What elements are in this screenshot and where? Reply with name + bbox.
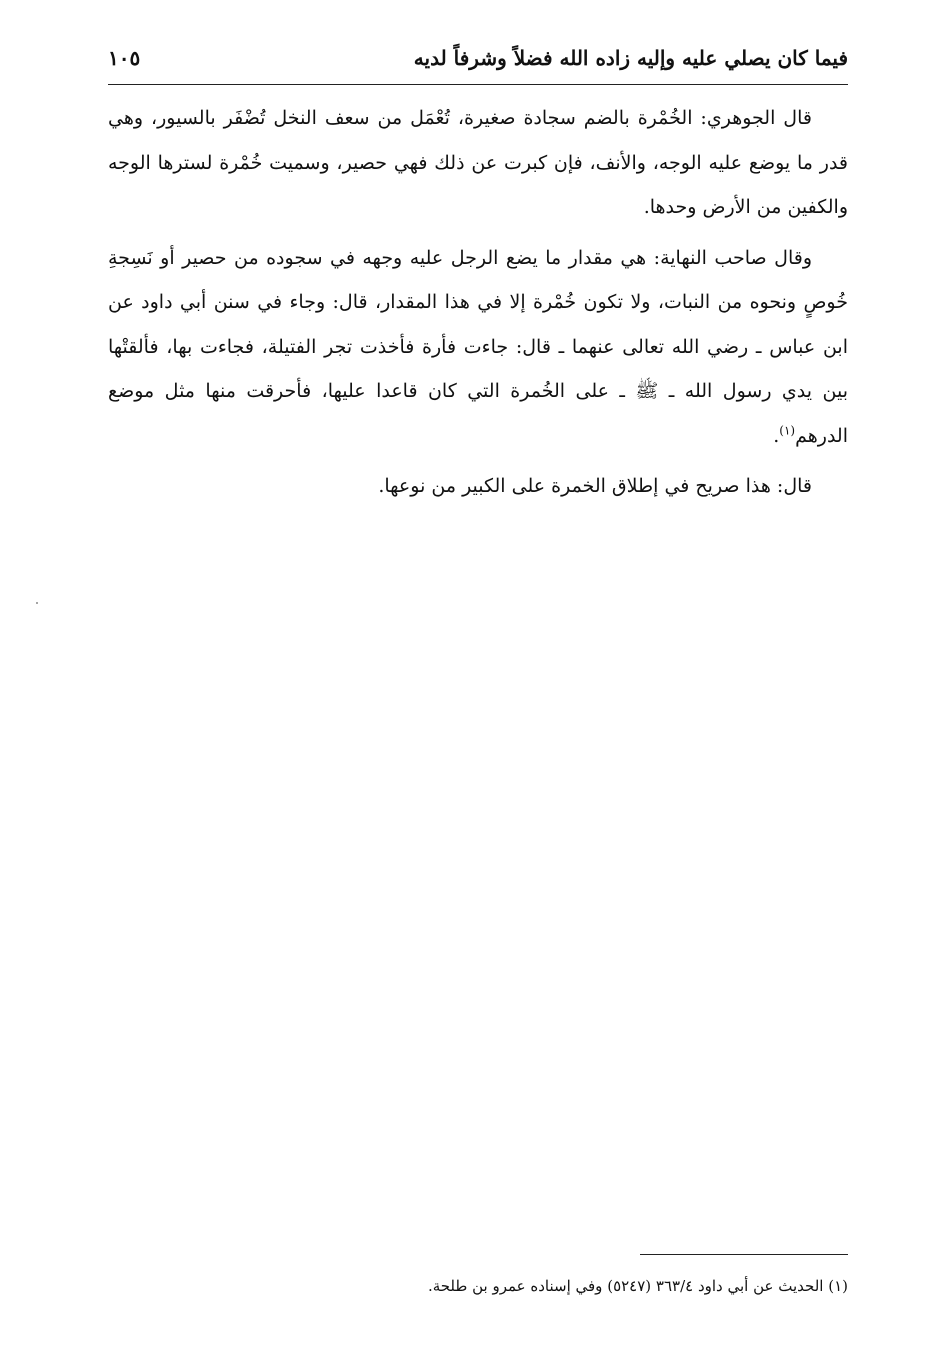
scan-speck	[36, 602, 38, 604]
footnote: (١) الحديث عن أبي داود ٣٦٣/٤ (٥٢٤٧) وفي إسناده عمرو بن طلحة.	[427, 1277, 848, 1295]
paragraph-nihaya-end: .	[773, 424, 780, 447]
paragraph-jawhari: قال الجوهري: الخُمْرة بالضم سجادة صغيرة، تُعْمَل من سعف النخل تُضْفَر بالسيور، وهي قدر ما يوضع عليه الوجه، والأنف، فإن كبرت عن ذلك فهي حصير، وسميت خُمْرة لسترها الوجه والكفين من الأرض وحدها.	[108, 107, 848, 218]
running-header	[108, 40, 848, 76]
running-title: فيما كان يصلي عليه وإليه زاده الله فضلاً وشرفاً لديه	[413, 46, 848, 70]
footnote-rule	[640, 1254, 848, 1255]
page-number: ١٠٥	[108, 46, 141, 70]
paragraph-nihaya	[108, 236, 848, 459]
main-text	[108, 96, 848, 515]
paragraph-conclusion: قال: هذا صريح في إطلاق الخمرة على الكبير من نوعها.	[378, 475, 812, 497]
paragraph-nihaya-text: وقال صاحب النهاية: هي مقدار ما يضع الرجل عليه وجهه في سجوده من حصير أو نَسِجةِ خُوصٍ ونحوه من النبات، ولا تكون خُمْرة إلا في هذا المقدار، قال: وجاء في سنن أبي داود عن ابن عباس ـ رضي الله تعالى عنهما ـ قال: جاءت فأرة فأخذت تجر الفتيلة، فجاءت بها، فألقتْها بين يدي رسول الله ـ ﷺ ـ على الخُمرة التي كان قاعدا عليها، فأحرقت منها مثل موضع الدرهم	[108, 246, 848, 447]
header-rule	[108, 84, 848, 85]
footnote-reference[interactable]: (١)	[779, 423, 796, 438]
